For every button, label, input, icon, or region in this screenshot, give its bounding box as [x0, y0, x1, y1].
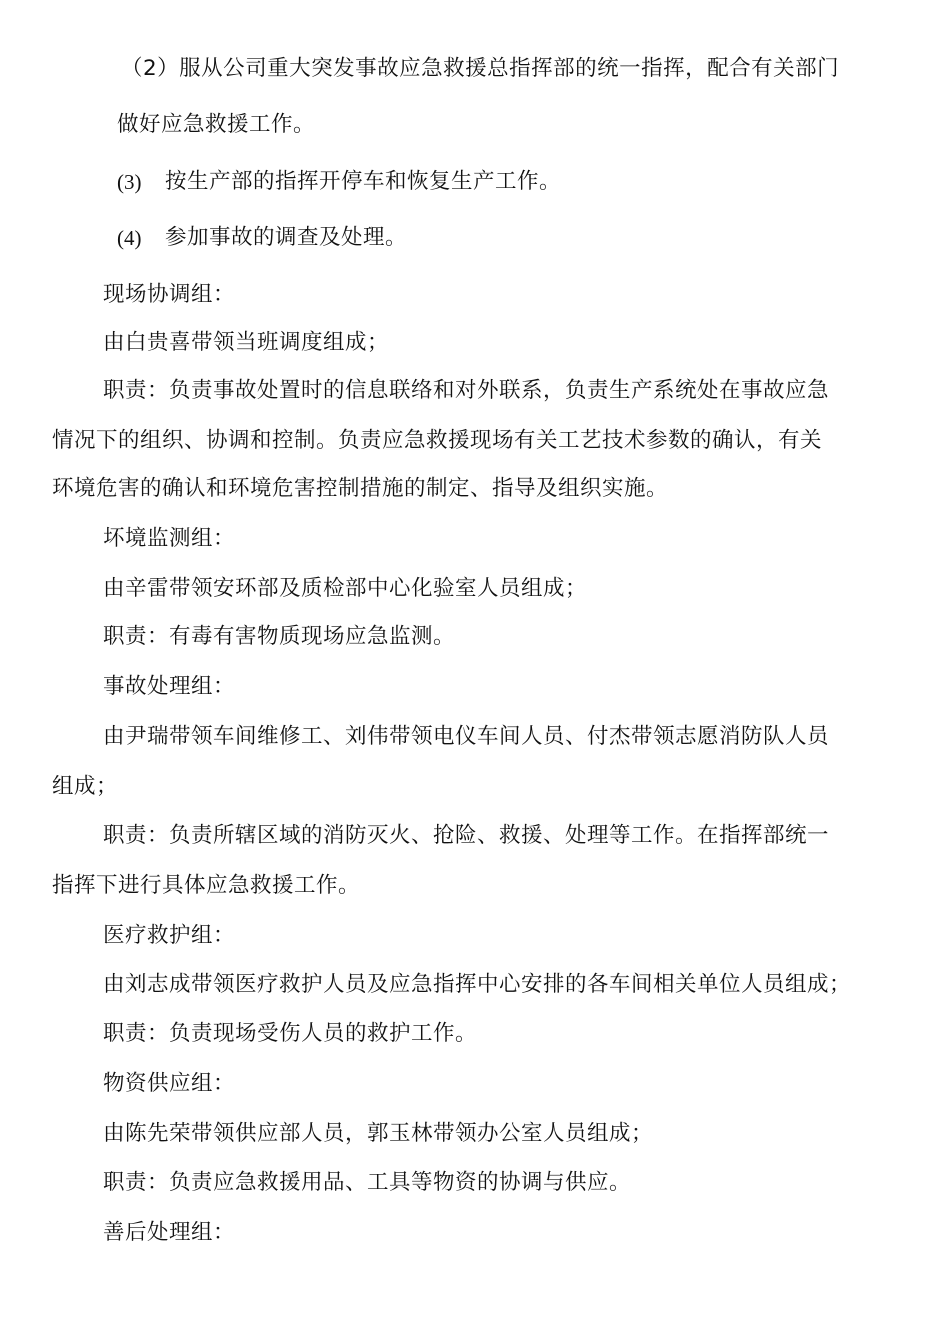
coordination-duty-line-2: 情况下的组织、协调和控制。负责应急救援现场有关工艺技术参数的确认，有关 — [52, 428, 823, 453]
paragraph-line-1: （2）服从公司重大突发事故应急救援总指挥部的统一指挥，配合有关部门 — [121, 56, 840, 81]
section-heading-environment: 坏境监测组： — [103, 526, 236, 551]
section-heading-supply: 物资供应组： — [103, 1071, 236, 1096]
section-heading-accident: 事故处理组： — [103, 674, 236, 699]
medical-members: 由刘志成带领医疗救护人员及应急指挥中心安排的各车间相关单位人员组成； — [103, 972, 852, 997]
supply-members: 由陈先荣带领供应部人员，郭玉林带领办公室人员组成； — [103, 1121, 654, 1146]
item-text-3: 按生产部的指挥开停车和恢复生产工作。 — [165, 169, 562, 194]
medical-duty: 职责：负责现场受伤人员的救护工作。 — [103, 1021, 478, 1046]
environment-duty: 职责：有毒有害物质现场应急监测。 — [103, 624, 456, 649]
accident-duty-line-1: 职责：负责所辖区域的消防灭火、抢险、救援、处理等工作。在指挥部统一 — [103, 823, 830, 848]
section-heading-coordination: 现场协调组： — [103, 282, 236, 307]
accident-duty-line-2: 指挥下进行具体应急救援工作。 — [52, 873, 361, 898]
coordination-members: 由白贵喜带领当班调度组成； — [103, 330, 390, 355]
section-heading-medical: 医疗救护组： — [103, 923, 236, 948]
coordination-duty-line-3: 环境危害的确认和环境危害控制措施的制定、指导及组织实施。 — [52, 476, 669, 501]
accident-members-line-2: 组成； — [52, 774, 119, 799]
coordination-duty-line-1: 职责：负责事故处置时的信息联络和对外联系，负责生产系统处在事故应急 — [103, 378, 830, 403]
supply-duty: 职责：负责应急救援用品、工具等物资的协调与供应。 — [103, 1170, 632, 1195]
item-text-4: 参加事故的调查及处理。 — [165, 225, 408, 250]
accident-members-line-1: 由尹瑞带领车间维修工、刘伟带领电仪车间人员、付杰带领志愿消防队人员 — [103, 724, 830, 749]
environment-members: 由辛雷带领安环部及质检部中心化验室人员组成； — [103, 576, 588, 601]
item-number-4: (4) — [117, 226, 142, 250]
paragraph-line-2: 做好应急救援工作。 — [117, 112, 316, 137]
section-heading-aftermath: 善后处理组： — [103, 1220, 236, 1245]
item-number-3: (3) — [117, 170, 142, 194]
